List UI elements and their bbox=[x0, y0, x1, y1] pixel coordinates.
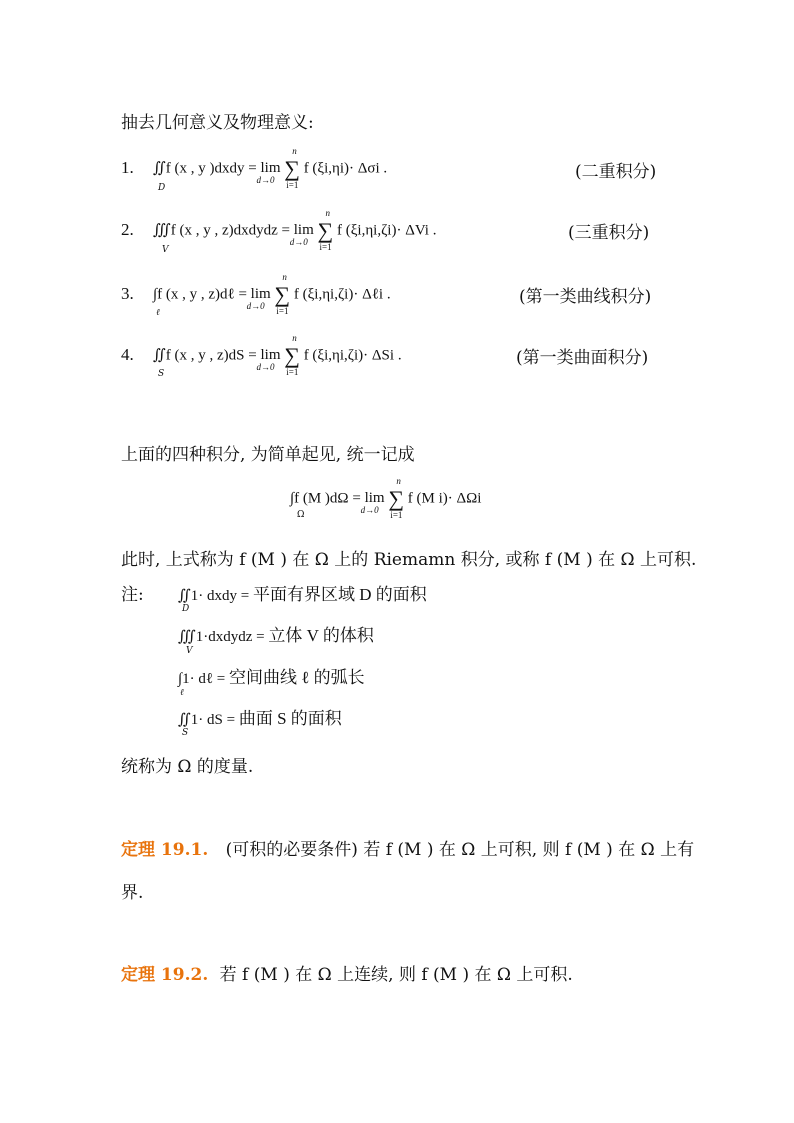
note-expr: ∫1· dℓ = bbox=[178, 671, 226, 687]
note-text: 平面有界区域 D 的面积 bbox=[252, 585, 427, 604]
domain-subscript: D bbox=[158, 183, 166, 193]
formula-number: 2. bbox=[121, 220, 134, 239]
note-text: 空间曲线 ℓ 的弧长 bbox=[229, 668, 365, 687]
theorem-19-2 bbox=[121, 960, 573, 985]
domain-subscript: V bbox=[162, 245, 169, 255]
formula-rhs: f (ξi,ηi)· Δσi . bbox=[303, 160, 388, 177]
formula-lhs: ∫f (x , y , z)dℓ bbox=[153, 286, 235, 303]
formula-lhs: ∫f (M )dΩ bbox=[290, 490, 349, 507]
sum-sign: ∑ n i=1 bbox=[284, 333, 300, 377]
formula-rhs: f (M i)· ΔΩi bbox=[407, 490, 482, 507]
formula-lhs: ∬f (x , y , z)dS bbox=[153, 347, 245, 364]
domain-subscript: ℓ bbox=[156, 308, 160, 318]
formula-3 bbox=[121, 284, 134, 304]
measure-text: 统称为 Ω 的度量. bbox=[121, 757, 254, 777]
formula-4-lhs: ∬f (x , y , z)dS = lim d→0 ∑ n i=1 f (ξi,ηi,ζi)· ΔSi . bbox=[153, 333, 402, 377]
intro-text: 抽去几何意义及物理意义: bbox=[121, 113, 314, 133]
riemann-text: 此时, 上式称为 f (M ) 在 Ω 上的 Riemamn 积分, 或称 f (M ) 在 Ω 上可积. bbox=[121, 550, 697, 570]
formula-rhs: f (ξi,ηi,ζi)· ΔSi . bbox=[303, 347, 402, 364]
formula-number: 4. bbox=[121, 345, 134, 364]
formula-number: 3. bbox=[121, 284, 134, 303]
note-3 bbox=[178, 663, 365, 688]
theorem-text: 若 f (M ) 在 Ω 上连续, 则 f (M ) 在 Ω 上可积. bbox=[219, 965, 573, 985]
theorem-label: 定理 19.1. bbox=[121, 840, 209, 860]
note-4 bbox=[178, 704, 342, 729]
formula-label: (第一类曲面积分) bbox=[516, 348, 649, 368]
theorem-text: (可积的必要条件) 若 f (M ) 在 Ω 上可积, 则 f (M ) 在 Ω 上有 bbox=[225, 840, 695, 860]
note-expr: ∬1· dxdy = bbox=[178, 588, 250, 604]
domain-subscript: D bbox=[182, 604, 190, 614]
sum-sign: ∑ n i=1 bbox=[388, 476, 405, 520]
formula-label: (第一类曲线积分) bbox=[519, 287, 652, 307]
limit: lim d→0 bbox=[246, 286, 271, 312]
sum-sign: ∑ n i=1 bbox=[317, 208, 334, 252]
formula-1-lhs: ∬f (x , y )dxdy = lim d→0 ∑ n i=1 f (ξi,ηi)· Δσi . bbox=[153, 146, 388, 190]
note-label: 注: bbox=[121, 585, 144, 605]
note-expr: ∭1·dxdydz = bbox=[178, 629, 265, 645]
note-2 bbox=[178, 621, 374, 646]
sum-sign: ∑ n i=1 bbox=[284, 146, 300, 190]
domain-subscript: Ω bbox=[297, 510, 305, 520]
limit: lim d→0 bbox=[360, 490, 385, 516]
note-text: 曲面 S 的面积 bbox=[238, 709, 342, 728]
domain-subscript: ℓ bbox=[180, 688, 184, 698]
sum-sign: ∑ n i=1 bbox=[274, 272, 291, 316]
note-expr: ∬1· dS = bbox=[178, 712, 236, 728]
formula-4 bbox=[121, 345, 134, 365]
domain-subscript: V bbox=[186, 646, 193, 656]
formula-rhs: f (ξi,ηi,ζi)· Δℓi . bbox=[293, 286, 391, 303]
formula-1 bbox=[121, 158, 134, 178]
limit: lim d→0 bbox=[256, 160, 281, 186]
domain-subscript: S bbox=[182, 728, 189, 738]
formula-2 bbox=[121, 220, 134, 240]
theorem-label: 定理 19.2. bbox=[121, 965, 209, 985]
limit: lim d→0 bbox=[289, 222, 314, 248]
theorem-19-1 bbox=[121, 835, 694, 860]
formula-label: (三重积分) bbox=[568, 223, 650, 243]
summary-text: 上面的四种积分, 为简单起见, 统一记成 bbox=[121, 445, 415, 465]
note-1 bbox=[178, 580, 427, 605]
general-formula: ∫f (M )dΩ = lim d→0 ∑ n i=1 f (M i)· ΔΩi bbox=[290, 476, 482, 520]
note-text: 立体 V 的体积 bbox=[268, 626, 374, 645]
formula-lhs: ∭f (x , y , z)dxdydz bbox=[153, 222, 278, 239]
formula-label: (二重积分) bbox=[575, 162, 657, 182]
formula-number: 1. bbox=[121, 158, 134, 177]
formula-lhs: ∬f (x , y )dxdy bbox=[153, 160, 245, 177]
formula-3-lhs: ∫f (x , y , z)dℓ = lim d→0 ∑ n i=1 f (ξi,ηi,ζi)· Δℓi . bbox=[153, 272, 391, 316]
formula-rhs: f (ξi,ηi,ζi)· ΔVi . bbox=[336, 222, 437, 239]
formula-2-lhs: ∭f (x , y , z)dxdydz = lim d→0 ∑ n i=1 f (ξi,ηi,ζi)· ΔVi . bbox=[153, 208, 437, 252]
limit: lim d→0 bbox=[256, 347, 281, 373]
domain-subscript: S bbox=[158, 369, 165, 379]
theorem-19-1-continuation: 界. bbox=[121, 883, 144, 903]
